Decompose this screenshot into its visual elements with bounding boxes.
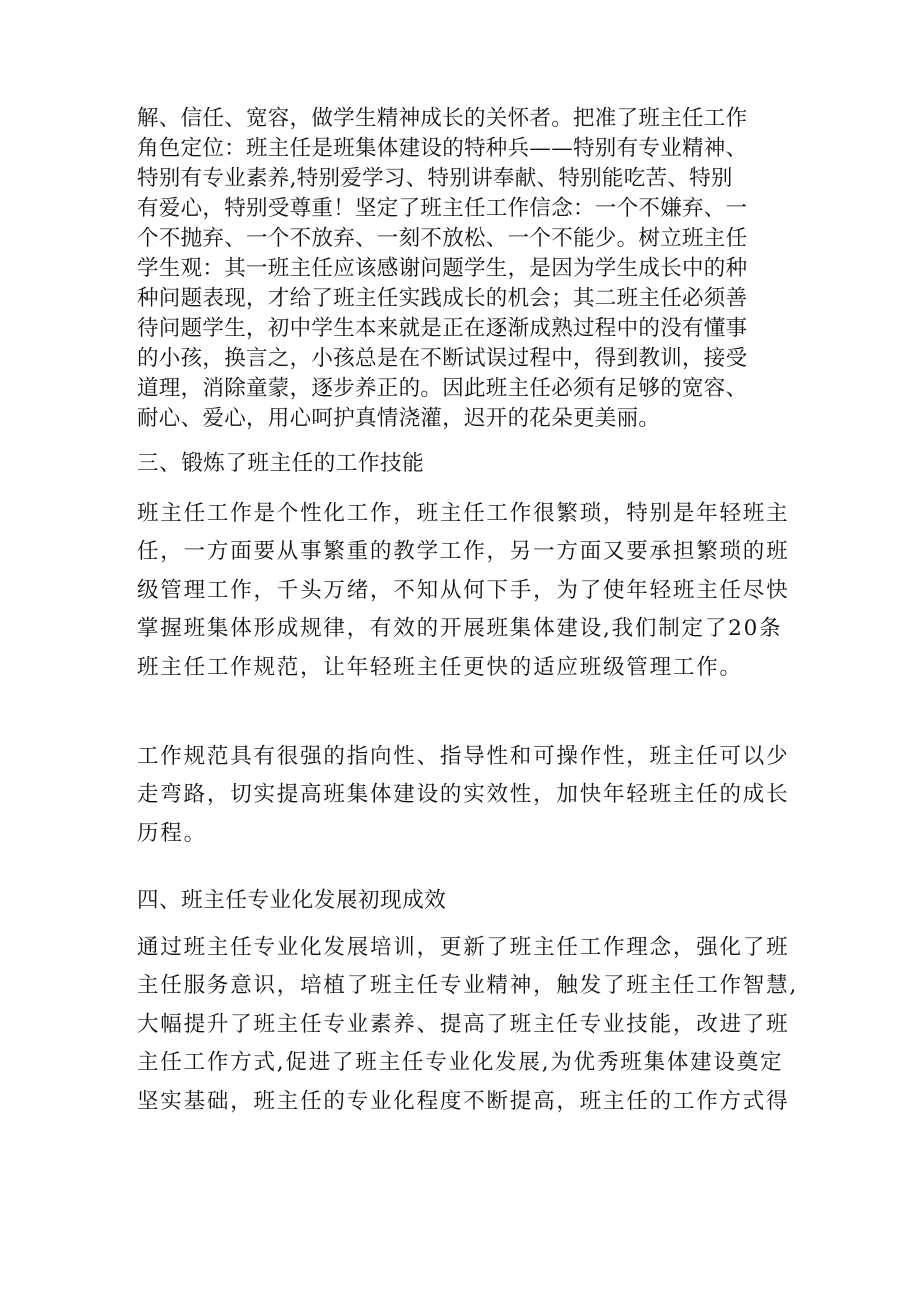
text-line: 级管理工作，千头万绪，不知从何下手，为了使年轻班主任尽快: [137, 577, 790, 603]
text-line: 通过班主任专业化发展培训，更新了班主任工作理念，强化了班: [137, 935, 790, 960]
text-line: 班主任工作规范，让年轻班主任更快的适应班级管理工作。: [137, 654, 743, 680]
text-line: 主任工作方式,促进了班主任专业化发展,为优秀班集体建设奠定: [137, 1050, 784, 1076]
text-line: 特别有专业素养,特别爱学习、特别讲奉献、特别能吃苦、特别: [137, 166, 733, 191]
paragraph-role-and-belief: [137, 104, 797, 434]
text-line: 有爱心，特别受尊重！坚定了班主任工作信念：一个不嫌弃、一: [137, 196, 748, 221]
text-line: 走弯路，切实提高班集体建设的实效性，加快年轻班主任的成长: [137, 782, 790, 808]
paragraph-professional-development: [137, 929, 797, 1121]
text-line: 主任服务意识，培植了班主任专业精神，触发了班主任工作智慧,: [137, 973, 799, 999]
text-line: 个不抛弃、一个不放弃、一刻不放松、一个不能少。树立班主任: [137, 226, 748, 251]
section-heading-4: 四、班主任专业化发展初现成效: [137, 888, 447, 913]
text-line: 大幅提升了班主任专业素养、提高了班主任专业技能，改进了班: [137, 1011, 790, 1037]
text-line: 种问题表现，才给了班主任实践成长的机会；其二班主任必须善: [137, 286, 748, 311]
text-line: 角色定位：班主任是班集体建设的特种兵——特别有专业精神、: [137, 136, 748, 161]
text-line: 耐心、爱心，用心呵护真情浇灌，迟开的花朵更美丽。: [137, 406, 661, 431]
text-line: 坚实基础，班主任的专业化程度不断提高，班主任的工作方式得: [137, 1088, 790, 1114]
text-line: 历程。: [137, 820, 207, 846]
text-line: 掌握班集体形成规律，有效的开展班集体建设,我们制定了20条: [137, 616, 783, 642]
text-line: 学生观：其一班主任应该感谢问题学生，是因为学生成长中的种: [137, 256, 748, 281]
text-line: 解、信任、宽容，做学生精神成长的关怀者。把准了班主任工作: [137, 106, 748, 131]
paragraph-work-norms: [137, 738, 797, 853]
text-line: 的小孩，换言之，小孩总是在不断试误过程中，得到教训，接受: [137, 346, 748, 371]
text-line: 班主任工作是个性化工作，班主任工作很繁琐，特别是年轻班主: [137, 501, 790, 526]
text-line: 任，一方面要从事繁重的教学工作，另一方面又要承担繁琐的班: [137, 539, 790, 565]
text-line: 待问题学生，初中学生本来就是正在逐渐成熟过程中的没有懂事: [137, 316, 748, 341]
text-line: 工作规范具有很强的指向性、指导性和可操作性，班主任可以少: [137, 744, 790, 769]
text-line: 道理，消除童蒙，逐步养正的。因此班主任必须有足够的宽容、: [137, 376, 748, 401]
paragraph-work-skills: [137, 495, 797, 687]
section-heading-3: 三、锻炼了班主任的工作技能: [137, 451, 425, 476]
